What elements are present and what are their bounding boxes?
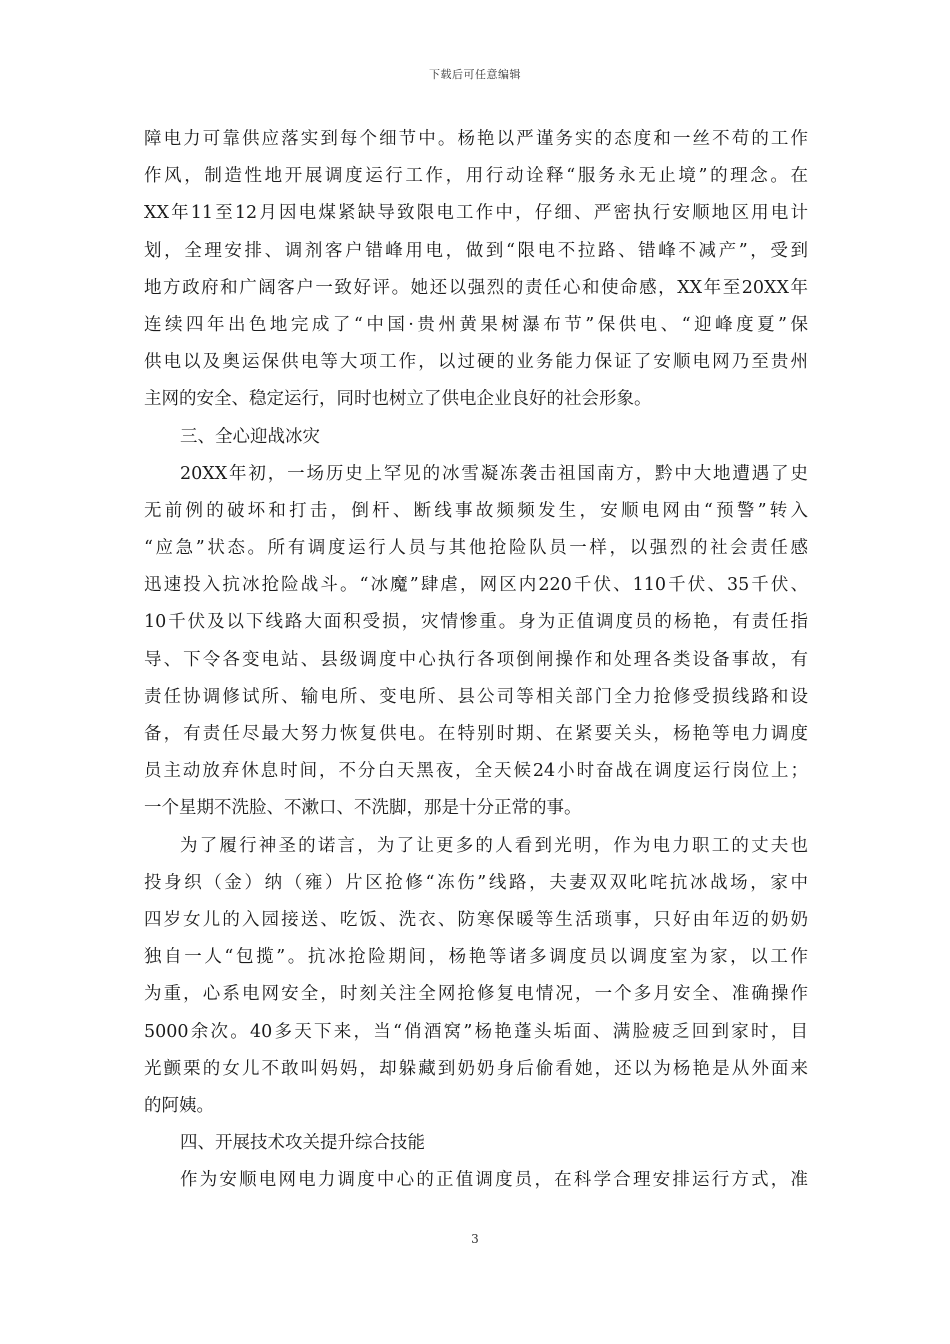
- text-line: 四、开展技术攻关提升综合技能: [180, 1133, 425, 1154]
- text-line: 作为安顺电网电力调度中心的正值调度员，在科学合理安排运行方式，准: [180, 1170, 808, 1191]
- text-line: 地方政府和广阔客户一致好评。她还以强烈的责任心和使命感，XX年至20XX年: [144, 277, 808, 298]
- text-line: 迅速投入抗冰抢险战斗。“冰魔”肆虐，网区内220千伏、110千伏、35千伏、: [144, 575, 808, 596]
- text-line: 独自一人“包揽”。抗冰抢险期间，杨艳等诸多调度员以调度室为家，以工作: [144, 947, 808, 968]
- text-line: 导、下令各变电站、县级调度中心执行各项倒闸操作和处理各类设备事故，有: [144, 649, 808, 670]
- text-line: 20XX年初，一场历史上罕见的冰雪凝冻袭击祖国南方，黔中大地遭遇了史: [180, 463, 808, 484]
- text-line: 责任协调修试所、输电所、变电所、县公司等相关部门全力抢修受损线路和设: [144, 686, 808, 707]
- text-line: 连续四年出色地完成了“中国·贵州黄果树瀑布节”保供电、“迎峰度夏”保: [144, 314, 808, 335]
- text-line: 为了履行神圣的诺言，为了让更多的人看到光明，作为电力职工的丈夫也: [180, 835, 808, 856]
- text-line: 四岁女儿的入园接送、吃饭、洗衣、防寒保暖等生活琐事，只好由年迈的奶奶: [144, 909, 808, 930]
- page-number: 3: [471, 1232, 479, 1246]
- text-line: XX年11至12月因电煤紧缺导致限电工作中，仔细、严密执行安顺地区用电计: [144, 203, 808, 224]
- text-line: 的阿姨。: [144, 1095, 214, 1116]
- text-line: 无前例的破坏和打击，倒杆、断线事故频频发生，安顺电网由“预警”转入: [144, 500, 808, 521]
- text-line: 一个星期不洗脸、不漱口、不洗脚，那是十分正常的事。: [144, 798, 582, 819]
- text-line: 作风，制造性地开展调度运行工作，用行动诠释“服务永无止境”的理念。在: [144, 166, 808, 187]
- text-line: 10千伏及以下线路大面积受损，灾情惨重。身为正值调度员的杨艳，有责任指: [144, 612, 808, 633]
- text-line: 投身织（金）纳（雍）片区抢修“冻伤”线路，夫妻双双叱咤抗冰战场，家中: [144, 872, 808, 893]
- text-line: “应急”状态。所有调度运行人员与其他抢险队员一样，以强烈的社会责任感: [144, 538, 808, 559]
- text-line: 供电以及奥运保供电等大项工作，以过硬的业务能力保证了安顺电网乃至贵州: [144, 352, 808, 373]
- text-line: 为重，心系电网安全，时刻关注全网抢修复电情况，一个多月安全、准确操作: [144, 984, 808, 1005]
- text-line: 划，全理安排、调剂客户错峰用电，做到“限电不拉路、错峰不减产”，受到: [144, 240, 808, 261]
- page-header: 下载后可任意编辑: [429, 68, 521, 81]
- text-line: 员主动放弃休息时间，不分白天黑夜，全天候24小时奋战在调度运行岗位上；: [144, 761, 808, 782]
- text-line: 备，有责任尽最大努力恢复供电。在特别时期、在紧要关头，杨艳等电力调度: [144, 724, 808, 744]
- text-line: 光颤栗的女儿不敢叫妈妈，却躲藏到奶奶身后偷看她，还以为杨艳是从外面来: [144, 1058, 808, 1079]
- text-line: 5000余次。40多天下来，当“俏酒窝”杨艳蓬头垢面、满脸疲乏回到家时，目: [144, 1021, 808, 1042]
- text-line: 障电力可靠供应落实到每个细节中。杨艳以严谨务实的态度和一丝不苟的工作: [144, 129, 808, 149]
- text-line: 主网的安全、稳定运行，同时也树立了供电企业良好的社会形象。: [144, 389, 652, 410]
- text-line: 三、全心迎战冰灾: [180, 426, 320, 447]
- document-body: [144, 121, 808, 1199]
